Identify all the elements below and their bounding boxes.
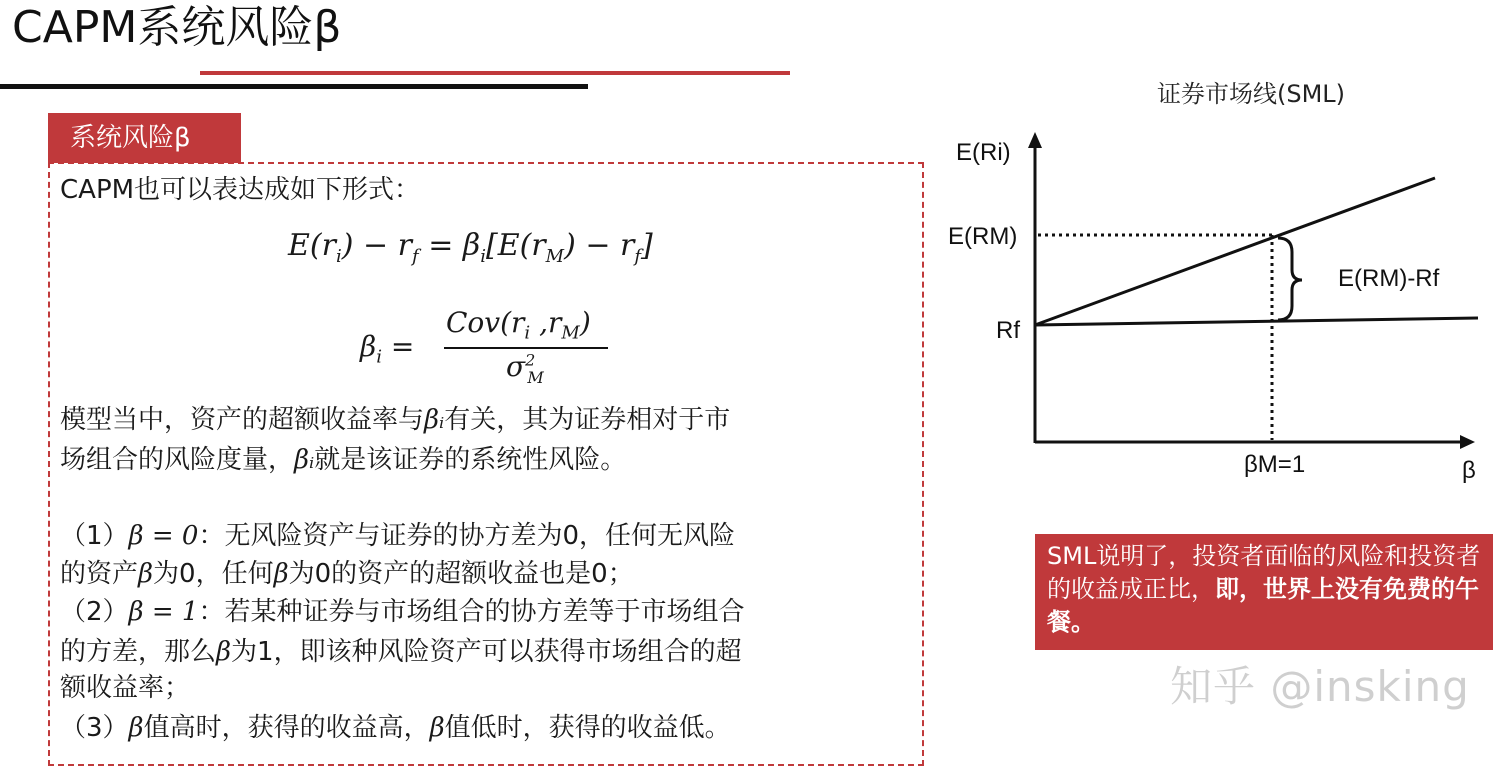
premium-label: E(RM)-Rf — [1338, 265, 1440, 292]
rf-line — [1035, 318, 1478, 325]
item-1-line-1: （1）β = 0：无风险资产与证券的协方差为0，任何无风险 — [60, 521, 735, 551]
title-underline-black — [0, 84, 588, 89]
rf-label: Rf — [996, 317, 1020, 344]
intro-text: CAPM也可以表达成如下形式： — [60, 175, 421, 205]
watermark: 知乎 @insking — [1170, 662, 1470, 711]
sml-diagram — [930, 120, 1500, 500]
item-3-line: （3）β值高时，获得的收益高，β值低时，获得的收益低。 — [60, 713, 731, 743]
premium-brace — [1278, 238, 1302, 320]
item-2-line-3: 额收益率； — [60, 673, 191, 703]
equation-beta-lhs: $\beta_i$ = — [360, 330, 415, 368]
section-tag: 系统风险β — [48, 113, 241, 163]
erm-label: E(RM) — [948, 223, 1018, 250]
y-axis-arrow — [1028, 132, 1042, 148]
sml-note: SML说明了，投资者面临的风险和投资者的收益成正比，即，世界上没有免费的午餐。 — [1035, 534, 1493, 650]
y-axis-label: E(Ri) — [956, 139, 1011, 166]
item-1-line-2: 的资产β为0，任何β为0的资产的超额收益也是0； — [60, 559, 634, 589]
equation-beta-denominator: $\sigma^2_M$ — [506, 350, 544, 387]
paragraph-line-1: 模型当中，资产的超额收益率与βᵢ有关，其为证券相对于市 — [60, 405, 731, 435]
x-axis-label: β — [1462, 457, 1476, 484]
beta-m-label: βM=1 — [1244, 451, 1306, 478]
equation-beta-numerator: $Cov(r_i$ $,r_M$) — [446, 306, 591, 344]
paragraph-line-2: 场组合的风险度量，βᵢ就是该证券的系统性风险。 — [60, 445, 627, 475]
equation-capm: $E(r_i) - r_f = \beta_i[E(r_M) - r_f]$ — [288, 228, 653, 267]
fraction-bar — [444, 347, 608, 349]
x-axis-arrow — [1460, 435, 1475, 449]
item-2-line-2: 的方差，那么β为1，即该种风险资产可以获得市场组合的超 — [60, 637, 742, 667]
item-2-line-1: （2）β = 1：若某种证券与市场组合的协方差等于市场组合 — [60, 597, 745, 627]
sml-figure-title: 证券市场线(SML) — [1157, 80, 1346, 108]
slide-title: CAPM系统风险β — [12, 2, 342, 53]
sml-line — [1035, 178, 1435, 325]
title-underline-red — [200, 71, 790, 75]
